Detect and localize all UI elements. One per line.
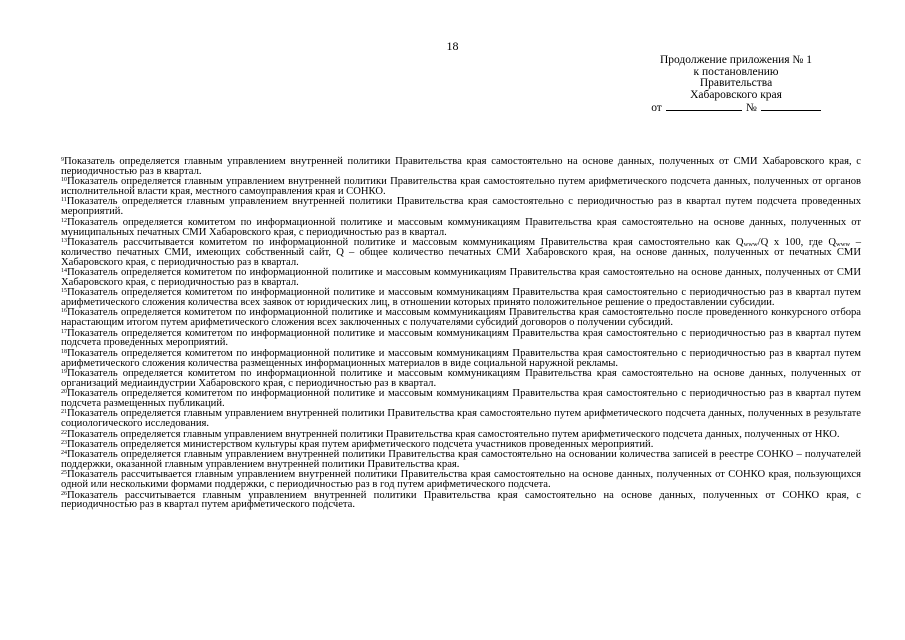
footnote-text-end: – количество печатных СМИ, имеющих собственный сайт, Q – общее количество печатных СМИ Хабаровского края, на основе данных, полученных от печатных СМИ Хабаровского края, с периодичностью раз в квартал.	[61, 236, 861, 268]
footnote-marker: 24	[61, 450, 67, 457]
footnote-marker: 18	[61, 348, 67, 355]
footnote-11	[61, 197, 861, 217]
header-line-2: к постановлению	[693, 65, 779, 78]
footnotes-list	[61, 157, 861, 511]
footnote-text: Показатель определяется главным управлением внутренней политики Правительства края самостоятельно путем арифметического подсчета данных, полученных от НКО.	[67, 428, 840, 440]
appendix-header	[610, 55, 862, 115]
header-line-1: Продолжение приложения № 1	[659, 54, 813, 66]
footnote-text: Показатель определяется главным управлением внутренней политики Правительства края самостоятельно на основе данных, полученных от СМИ Хабаровского края, с периодичностью раз в квартал.	[61, 156, 861, 177]
footnote-marker: 22	[61, 429, 67, 436]
footnote-marker: 15	[61, 288, 67, 295]
footnote-text: Показатель определяется комитетом по информационной политике и массовым коммуникациям Правительства края самостоятельно на основе данных, полученных от муниципальных печатных СМИ Хабаровского края, с периодичностью раз в квартал.	[61, 216, 861, 238]
footnote-13	[61, 238, 861, 268]
footnote-marker: 14	[61, 267, 67, 274]
footnote-text: Показатель определяется министерством культуры края путем арифметического подсчета участников проведенных мероприятий.	[67, 438, 654, 450]
page-number: 18	[446, 39, 459, 53]
footnote-marker: 19	[61, 368, 67, 375]
footnote-17	[61, 329, 861, 349]
header-number-label: №	[745, 102, 757, 115]
footnote-marker: 23	[61, 439, 67, 446]
footnote-25	[61, 470, 861, 490]
footnote-text: Показатель определяется главным управлением внутренней политики Правительства края самостоятельно с периодичностью раз в квартал путем подсчета проведенных мероприятий.	[61, 196, 861, 218]
footnote-12	[61, 218, 861, 238]
footnote-14	[61, 268, 861, 288]
footnote-marker: 25	[61, 470, 67, 477]
footnote-marker: 9	[61, 157, 64, 163]
header-line-3: Правительства	[699, 77, 773, 90]
footnote-24	[61, 450, 861, 470]
footnote-15	[61, 288, 861, 308]
footnote-20	[61, 389, 861, 409]
footnote-text: Показатель определяется комитетом по информационной политике и массовым коммуникациям Правительства края самостоятельно на основе данных, полученных от организаций медиаиндустрии Хабаровского края, с периодичностью раз в квартал.	[61, 367, 861, 389]
footnote-text: Показатель определяется комитетом по информационной политике и массовым коммуникациям Правительства края самостоятельно с периодичностью раз в квартал путем арифметического сложения количества размещенных информационных материалов в виде социальной наружной рекламы.	[61, 347, 861, 369]
footnote-26	[61, 491, 861, 511]
footnote-10	[61, 177, 861, 197]
footnote-18	[61, 349, 861, 369]
footnote-text: Показатель рассчитывается главным управлением внутренней политики Правительства края самостоятельно на основе данных, полученных от СОНКО края, пользующихся одной или несколькими формами поддержки, с периодичностью раз в год путем арифметического подсчета.	[61, 469, 861, 491]
footnote-marker: 26	[61, 490, 67, 497]
footnote-marker: 20	[61, 389, 67, 396]
footnote-text: Показатель рассчитывается главным управлением внутренней политики Правительства края самостоятельно на основе данных, полученных от СОНКО края, с периодичностью раз в квартал путем арифметического подсчета.	[61, 489, 861, 511]
footnote-text: Показатель определяется главным управлением внутренней политики Правительства края самостоятельно путем арифметического подсчета данных, полученных в результате социологического исследования.	[61, 408, 861, 430]
footnote-16	[61, 308, 861, 328]
footnote-21	[61, 409, 861, 429]
footnote-marker: 12	[61, 217, 67, 224]
header-from-label: от	[651, 102, 662, 115]
footnote-marker: 10	[61, 177, 67, 184]
formula-subscript: www	[743, 240, 758, 248]
date-blank	[666, 101, 742, 111]
footnote-text: Показатель определяется главным управлением внутренней политики Правительства края самостоятельно путем арифметического подсчета данных, полученных от органов исполнительной власти края, местного самоуправления края и СОНКО.	[61, 176, 861, 198]
footnote-text: Показатель определяется главным управлением внутренней политики Правительства края самостоятельно на основании количества записей в реестре СОНКО – получателей поддержки, оказанной главным управлением внутренней политики Правительства края.	[61, 449, 861, 471]
footnote-marker: 11	[61, 197, 67, 204]
footnote-text: Показатель определяется комитетом по информационной политике и массовым коммуникациям Правительства края самостоятельно с периодичностью раз в квартал путем арифметического сложения количества всех заявок от юридических лиц, в отношении которых принято положительное решение о предоставлении субсидии.	[61, 287, 861, 309]
footnote-marker: 16	[61, 308, 67, 315]
footnote-text-start: Показатель рассчитывается комитетом по информационной политике и массовым коммуникациям Правительства края самостоятельно как Q	[67, 236, 744, 248]
header-date-number-line	[610, 101, 862, 115]
number-blank	[761, 101, 821, 111]
footnote-marker: 21	[61, 409, 67, 416]
footnote-text-middle: /Q х 100, где Q	[757, 236, 837, 248]
footnote-text: Показатель определяется комитетом по информационной политике и массовым коммуникациям Правительства края самостоятельно на основе данных, полученных от СМИ Хабаровского края, с периодичностью раз в квартал.	[61, 266, 861, 288]
footnote-marker: 17	[61, 328, 67, 335]
footnote-text: Показатель определяется комитетом по информационной политике и массовым коммуникациям Правительства края самостоятельно после проведенного конкурсного отбора нарастающим итогом путем арифметического сложения всех заключенных с получателями субсидий договоров о получении субсидий.	[61, 307, 861, 329]
formula-subscript: www	[836, 240, 851, 248]
footnote-19	[61, 369, 861, 389]
footnote-text: Показатель определяется комитетом по информационной политике и массовым коммуникациям Правительства края самостоятельно с периодичностью раз в квартал путем подсчета размещенных публикаций.	[61, 388, 861, 410]
footnote-text: Показатель определяется комитетом по информационной политике и массовым коммуникациям Правительства края самостоятельно с периодичностью раз в квартал путем подсчета проведенных мероприятий.	[61, 327, 861, 349]
footnote-9	[61, 157, 861, 177]
footnote-marker: 13	[61, 237, 67, 244]
header-line-4: Хабаровского края	[690, 88, 782, 101]
